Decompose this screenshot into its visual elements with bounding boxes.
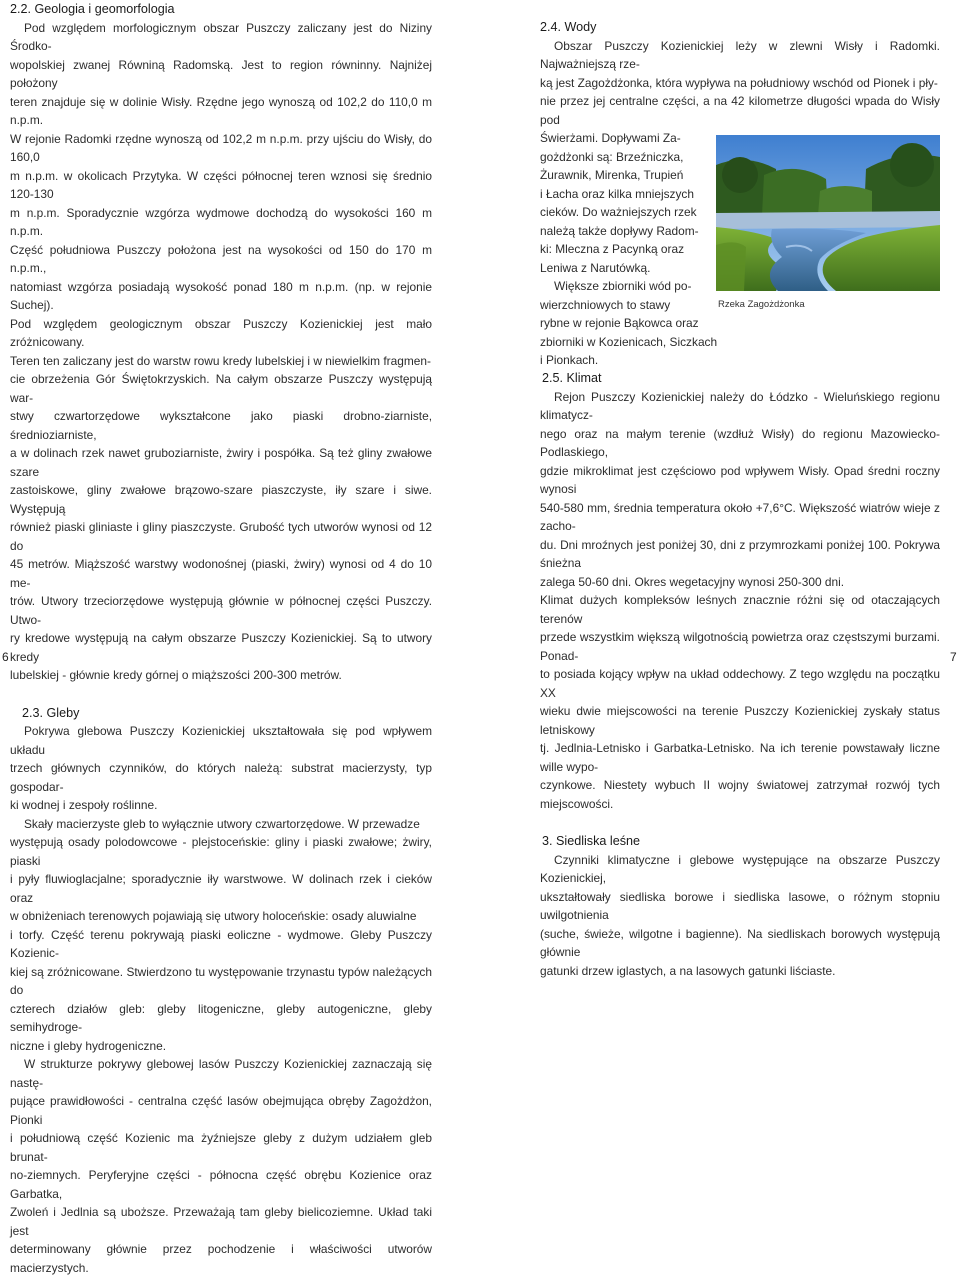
left-column bbox=[10, 0, 432, 1277]
photo-caption: Rzeka Zagożdżonka bbox=[718, 299, 805, 310]
text-line: ki: Mleczna z Pacynką oraz bbox=[540, 242, 685, 256]
geology-paragraph bbox=[10, 19, 432, 685]
section-spacer bbox=[540, 813, 940, 832]
text-line: trzech głównych czynników, do których należą: substrat macierzysty, typ gospodar- bbox=[10, 761, 432, 794]
text-line: czterech działów gleb: gleby litogeniczne, gleby autogeniczne, gleby semihydroge- bbox=[10, 1001, 432, 1034]
section-heading-climate: 2.5. Klimat bbox=[542, 371, 602, 385]
waters-paragraph bbox=[540, 37, 940, 130]
page-number-left: 6 bbox=[2, 650, 9, 664]
text-line: Pod względem geologicznym obszar Puszczy Kozienickiej jest mało zróżnicowany. bbox=[10, 316, 432, 349]
text-line: pujące prawidłowości - centralna część lasów obejmująca obręby Zagożdżon, Pionki bbox=[10, 1094, 432, 1127]
text-line: rybne w rejonie Bąkowca oraz bbox=[540, 316, 699, 330]
text-line: (suche, świeże, wilgotne i bagienne). Na siedliskach borowych występują głównie bbox=[540, 926, 940, 959]
waters-wrapped-text bbox=[540, 129, 708, 333]
text-line: gatunki drzew iglastych, a na lasowych gatunki liściaste. bbox=[540, 963, 836, 978]
text-line: cieków. Do ważniejszych rzek bbox=[540, 205, 697, 219]
text-line: 45 metrów. Miąższość warstwy wodonośnej (piaski, żwiry) wynosi od 4 do 10 me- bbox=[10, 557, 432, 590]
section-heading-waters: 2.4. Wody bbox=[540, 20, 597, 34]
text-line: i południową część Kozienic ma żyźniejsze gleby z dużym udziałem gleb brunat- bbox=[10, 1131, 432, 1164]
text-line: du. Dni mroźnych jest poniżej 30, dni z przymrozkami poniżej 100. Pokrywa śnieżna bbox=[540, 537, 940, 570]
text-line: zbiorniki w Kozienicach, Siczkach bbox=[540, 334, 718, 349]
text-line: gdzie mikroklimat jest częściowo pod wpływem Wisły. Opad średni roczny wynosi bbox=[540, 463, 940, 496]
text-line: teren znajduje się w dolinie Wisły. Rzędne jego wynoszą od 102,2 do 110,0 m n.p.m. bbox=[10, 94, 432, 127]
text-line: wierzchniowych to stawy bbox=[540, 297, 671, 312]
text-line: ry kredowe występują na całym obszarze Puszczy Kozienickiej. Są to utwory kredy bbox=[10, 631, 432, 664]
text-line: wieku dwie miejscowości na terenie Puszczy Kozienickiej zyskały status letniskowy bbox=[540, 704, 940, 737]
text-line: Leniwa z Narutówką. bbox=[540, 260, 651, 275]
text-line: Rejon Puszczy Kozienickiej należy do Łódzko - Wieluńskiego regionu klimatycz- bbox=[540, 389, 940, 422]
text-line: Zwoleń i Jedlnia są uboższe. Przeważają tam gleby bielicoziemne. Układ taki jest bbox=[10, 1205, 432, 1238]
text-line: tj. Jedlnia-Letnisko i Garbatka-Letnisko. Na ich terenie powstawały liczne wille wypo- bbox=[540, 741, 940, 774]
climate-paragraph bbox=[540, 388, 940, 814]
text-line: i Łacha oraz kilka mniejszych bbox=[540, 186, 694, 201]
text-line: W strukturze pokrywy glebowej lasów Puszczy Kozienickiej zaznaczają się nastę- bbox=[10, 1057, 432, 1090]
text-line: gożdżonki są: Brzeźniczka, bbox=[540, 149, 684, 164]
forest-habitats-paragraph bbox=[540, 851, 940, 981]
text-line: natomiast wzgórza posiadają wysokość ponad 180 m n.p.m. (np. w rejonie Suchej). bbox=[10, 279, 432, 312]
text-line: W rejonie Radomki rzędne wynoszą od 102,2 m n.p.m. przy ujściu do Wisły, do 160,0 bbox=[10, 131, 432, 164]
text-line: zastoiskowe, gliny zwałowe brązowo-szare piaszczyste, iły szare i siwe. Występują bbox=[10, 483, 432, 516]
waters-wrap-block bbox=[540, 129, 940, 367]
text-line: Świerżami. Dopływami Za- bbox=[540, 131, 681, 145]
text-line: Żurawnik, Mirenka, Trupień bbox=[540, 168, 684, 182]
section-heading-geology: 2.2. Geologia i geomorfologia bbox=[10, 2, 175, 16]
right-column bbox=[540, 18, 940, 980]
text-line: zalega 50-60 dni. Okres wegetacyjny wynosi 250-300 dni. bbox=[540, 574, 845, 589]
waters-wrap-tail bbox=[540, 333, 940, 370]
text-line: nie przez jej centralne części, a na 42 kilometrze długości wpada do Wisły pod bbox=[540, 94, 940, 127]
text-line: Teren ten zaliczany jest do warstw rowu kredy lubelskiej i w niewielkim fragmen- bbox=[10, 353, 431, 368]
text-line: przede wszystkim większą wilgotnością powietrza oraz częstszymi burzami. Ponad- bbox=[540, 630, 940, 663]
page-number-right: 7 bbox=[950, 650, 957, 664]
left-page bbox=[0, 0, 480, 1275]
text-line: Skały macierzyste gleb to wyłącznie utwory czwartorzędowe. W przewadze bbox=[24, 816, 420, 831]
text-line: i Pionkach. bbox=[540, 353, 599, 367]
text-line: no-ziemnych. Peryferyjne części - północna część obrębu Kozienice oraz Garbatka, bbox=[10, 1168, 432, 1201]
text-line: Klimat dużych kompleksów leśnych znacznie różni się od otaczających terenów bbox=[540, 593, 940, 626]
river-photo bbox=[716, 135, 940, 291]
text-line: lubelskiej - głównie kredy górnej o miąższości 200-300 metrów. bbox=[10, 668, 342, 682]
text-line: w obniżeniach terenowych pojawiają się utwory holoceńskie: osady aluwialne bbox=[10, 909, 417, 923]
text-line: i torfy. Część terenu pokrywają piaski eoliczne - wydmowe. Gleby Puszczy Kozienic- bbox=[10, 927, 432, 960]
text-line: kiej są zróżnicowane. Stwierdzono tu występowanie trzynastu typów należących do bbox=[10, 964, 432, 997]
text-line: trów. Utwory trzeciorzędowe występują głównie w północnej części Puszczy. Utwo- bbox=[10, 594, 432, 627]
text-line: Obszar Puszczy Kozienickiej leży w zlewni Wisły i Radomki. Najważniejszą rze- bbox=[540, 38, 940, 71]
text-line: wopolskiej zwanej Równiną Radomską. Jest to region równinny. Najniżej położony bbox=[10, 57, 432, 90]
text-line: m n.p.m. Sporadycznie wzgórza wydmowe dochodzą do wysokości 160 m n.p.m. bbox=[10, 205, 432, 238]
right-page bbox=[480, 0, 960, 978]
text-line: ki wodnej i zespoły roślinne. bbox=[10, 798, 158, 812]
text-line: a w dolinach rzek nawet gruboziarniste, żwiry i pospółka. Są też gliny zwałowe szare bbox=[10, 446, 432, 479]
text-line: występują osady polodowcowe - plejstoceńskie: gliny i piaski zwałowe; żwiry, piaski bbox=[10, 835, 432, 868]
text-line: to posiada kojący wpływ na układ oddechowy. Z tego względu na początku XX bbox=[540, 667, 940, 700]
text-line: cie obrzeżenia Gór Świętokrzyskich. Na całym obszarze Puszczy występują war- bbox=[10, 372, 432, 405]
text-line: Większe zbiorniki wód po- bbox=[554, 279, 692, 293]
text-line: stwy czwartorzędowe wykształcone jako piaski drobno-ziarniste, średnioziarniste, bbox=[10, 409, 432, 442]
text-line: m n.p.m. w okolicach Przytyka. W części północnej teren wznosi się średnio 120-130 bbox=[10, 168, 432, 201]
soils-paragraph bbox=[10, 722, 432, 1277]
text-line: Czynniki klimatyczne i glebowe występujące na obszarze Puszczy Kozienickiej, bbox=[540, 852, 940, 885]
text-line: i pyły fluwioglacjalne; sporadycznie iły warstwowe. W dolinach rzek i cieków oraz bbox=[10, 872, 432, 905]
text-line: Pod względem morfologicznym obszar Puszczy zaliczany jest do Niziny Środko- bbox=[10, 20, 432, 53]
text-line: niczne i gleby hydrogeniczne. bbox=[10, 1038, 166, 1053]
text-line: ką jest Zagożdżonka, która wypływa na południowy wschód od Pionek i pły- bbox=[540, 75, 938, 90]
section-spacer bbox=[10, 685, 432, 704]
section-heading-forest-habitats: 3. Siedliska leśne bbox=[542, 834, 641, 848]
text-line: nego oraz na małym terenie (wzdłuż Wisły) do regionu Mazowiecko-Podlaskiego, bbox=[540, 426, 940, 459]
text-line: również piaski gliniaste i gliny piaszczyste. Grubość tych utworów wynosi od 12 do bbox=[10, 520, 432, 553]
text-line: 540-580 mm, średnia temperatura około +7,6°C. Większość wiatrów wieje z zacho- bbox=[540, 500, 940, 533]
text-line: ukształtowały siedliska borowe i siedliska lasowe, o różnym stopniu uwilgotnienia bbox=[540, 889, 940, 922]
text-line: czynkowe. Niestety wybuch II wojny światowej zatrzymał rozwój tych miejscowości. bbox=[540, 778, 940, 811]
text-line: należą także dopływy Radom- bbox=[540, 223, 699, 238]
text-line: Pokrywa glebowa Puszczy Kozienickiej ukształtowała się pod wpływem układu bbox=[10, 724, 432, 757]
text-line: determinowany głównie przez pochodzenie i właściwości utworów macierzystych. bbox=[10, 1242, 432, 1275]
section-heading-soils: 2.3. Gleby bbox=[22, 705, 80, 720]
text-line: Część południowa Puszczy położona jest na wysokości od 150 do 170 m n.p.m., bbox=[10, 242, 432, 275]
